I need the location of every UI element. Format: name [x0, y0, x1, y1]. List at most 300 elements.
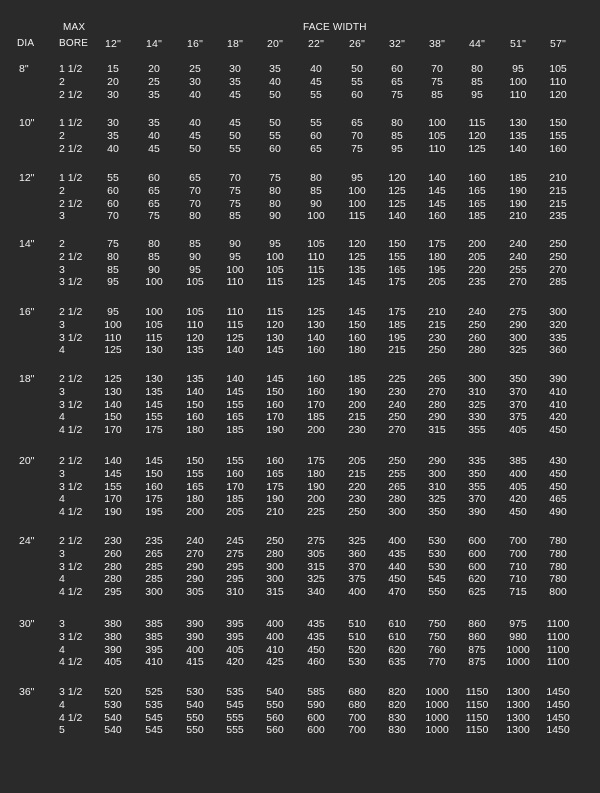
- bore-label: 4 1/2: [59, 506, 83, 519]
- table-cell: 780: [549, 535, 567, 547]
- table-cell: 1150: [465, 711, 489, 724]
- table-cell: 160: [468, 172, 486, 184]
- table-cell: 235: [468, 276, 486, 289]
- table-cell: 130: [307, 318, 325, 331]
- bore-label: 3: [59, 618, 65, 630]
- table-cell: 240: [186, 535, 204, 547]
- table-cell: 160: [549, 142, 567, 155]
- table-cell: 380: [104, 618, 122, 630]
- table-cell: 145: [348, 276, 366, 289]
- bore-label: 4: [59, 493, 65, 506]
- table-cell: 95: [107, 276, 119, 289]
- table-cell: 110: [226, 276, 244, 289]
- table-cell: 165: [266, 467, 284, 480]
- table-cell: 310: [226, 586, 244, 599]
- table-cell: 370: [348, 560, 366, 573]
- table-cell: 145: [428, 197, 446, 210]
- table-cell: 130: [145, 344, 163, 357]
- table-cell: 115: [348, 210, 366, 223]
- bore-label: 3: [59, 263, 65, 276]
- table-cell: 545: [145, 711, 163, 724]
- table-cell: 415: [186, 656, 204, 669]
- table-cell: 405: [104, 656, 122, 669]
- table-cell: 680: [348, 686, 366, 698]
- table-cell: 510: [348, 618, 366, 630]
- table-cell: 435: [388, 547, 406, 560]
- table-cell: 135: [145, 385, 163, 398]
- max-header: MAX: [63, 22, 86, 33]
- table-cell: 135: [186, 344, 204, 357]
- table-cell: 295: [226, 573, 244, 586]
- table-cell: 145: [145, 455, 163, 467]
- table-cell: 320: [549, 318, 567, 331]
- diameter-label: 24": [19, 535, 35, 547]
- bore-label: 3 1/2: [59, 331, 83, 344]
- table-cell: 290: [428, 455, 446, 467]
- table-cell: 275: [509, 306, 527, 318]
- table-cell: 780: [549, 573, 567, 586]
- face-width-column-header: 18": [226, 38, 243, 50]
- table-cell: 375: [348, 573, 366, 586]
- table-cell: 390: [549, 373, 567, 385]
- table-cell: 230: [348, 493, 366, 506]
- table-cell: 195: [428, 263, 446, 276]
- table-cell: 205: [428, 276, 446, 289]
- table-cell: 220: [348, 480, 366, 493]
- table-cell: 75: [269, 172, 281, 184]
- table-cell: 100: [226, 263, 244, 276]
- table-cell: 120: [388, 172, 406, 184]
- table-cell: 195: [388, 331, 406, 344]
- table-cell: 375: [509, 411, 527, 424]
- table-cell: 110: [509, 88, 527, 101]
- table-cell: 255: [388, 467, 406, 480]
- table-cell: 95: [269, 238, 281, 250]
- table-cell: 110: [307, 250, 325, 263]
- table-cell: 215: [549, 184, 567, 197]
- table-cell: 70: [189, 184, 201, 197]
- table-cell: 550: [186, 724, 204, 737]
- table-cell: 15: [107, 63, 119, 75]
- table-cell: 40: [107, 142, 119, 155]
- table-cell: 170: [104, 424, 122, 437]
- table-cell: 85: [471, 75, 483, 88]
- table-cell: 245: [226, 535, 244, 547]
- table-cell: 80: [269, 184, 281, 197]
- table-cell: 780: [549, 560, 567, 573]
- table-cell: 550: [428, 586, 446, 599]
- table-cell: 125: [104, 344, 122, 357]
- table-cell: 520: [104, 686, 122, 698]
- table-cell: 470: [388, 586, 406, 599]
- table-cell: 440: [388, 560, 406, 573]
- table-cell: 160: [266, 398, 284, 411]
- table-cell: 125: [388, 184, 406, 197]
- table-cell: 40: [189, 117, 201, 129]
- table-cell: 95: [189, 263, 201, 276]
- table-cell: 120: [549, 88, 567, 101]
- table-cell: 450: [549, 467, 567, 480]
- table-cell: 405: [509, 424, 527, 437]
- table-cell: 185: [307, 411, 325, 424]
- table-cell: 325: [468, 398, 486, 411]
- table-cell: 185: [348, 373, 366, 385]
- table-cell: 420: [509, 493, 527, 506]
- table-cell: 450: [549, 480, 567, 493]
- table-cell: 150: [348, 318, 366, 331]
- table-cell: 85: [189, 238, 201, 250]
- table-cell: 160: [307, 344, 325, 357]
- table-cell: 95: [107, 306, 119, 318]
- table-cell: 75: [229, 197, 241, 210]
- table-cell: 110: [549, 75, 567, 88]
- table-cell: 80: [269, 197, 281, 210]
- table-cell: 260: [104, 547, 122, 560]
- table-cell: 105: [266, 263, 284, 276]
- table-cell: 85: [107, 263, 119, 276]
- bore-label: 3 1/2: [59, 560, 83, 573]
- table-cell: 350: [428, 506, 446, 519]
- table-cell: 370: [509, 385, 527, 398]
- table-cell: 555: [226, 724, 244, 737]
- table-cell: 285: [145, 560, 163, 573]
- table-cell: 60: [107, 184, 119, 197]
- table-cell: 155: [388, 250, 406, 263]
- table-cell: 75: [431, 75, 443, 88]
- table-cell: 150: [186, 398, 204, 411]
- table-cell: 390: [104, 643, 122, 656]
- table-cell: 270: [186, 547, 204, 560]
- table-cell: 230: [104, 535, 122, 547]
- table-cell: 280: [388, 493, 406, 506]
- table-cell: 30: [189, 75, 201, 88]
- table-cell: 875: [468, 643, 486, 656]
- table-cell: 425: [266, 656, 284, 669]
- table-cell: 165: [226, 411, 244, 424]
- bore-label: 2 1/2: [59, 142, 83, 155]
- table-cell: 360: [348, 547, 366, 560]
- table-cell: 590: [307, 698, 325, 711]
- table-cell: 530: [428, 535, 446, 547]
- table-cell: 625: [468, 586, 486, 599]
- table-cell: 40: [148, 129, 160, 142]
- table-cell: 1450: [546, 686, 570, 698]
- table-cell: 25: [148, 75, 160, 88]
- bore-label: 3: [59, 318, 65, 331]
- table-cell: 290: [428, 411, 446, 424]
- diameter-label: 8": [19, 63, 29, 75]
- table-cell: 360: [549, 344, 567, 357]
- bore-label: 1 1/2: [59, 172, 83, 184]
- face-width-header: FACE WIDTH: [303, 22, 367, 33]
- table-cell: 830: [388, 724, 406, 737]
- table-cell: 140: [428, 172, 446, 184]
- table-cell: 315: [266, 586, 284, 599]
- table-cell: 535: [145, 698, 163, 711]
- table-cell: 160: [226, 467, 244, 480]
- table-cell: 770: [428, 656, 446, 669]
- table-cell: 240: [509, 250, 527, 263]
- table-cell: 600: [307, 711, 325, 724]
- table-cell: 105: [307, 238, 325, 250]
- table-cell: 100: [348, 197, 366, 210]
- table-cell: 750: [428, 618, 446, 630]
- table-cell: 140: [104, 398, 122, 411]
- table-cell: 250: [549, 238, 567, 250]
- table-cell: 130: [509, 117, 527, 129]
- table-cell: 115: [266, 276, 284, 289]
- table-cell: 285: [549, 276, 567, 289]
- table-cell: 150: [549, 117, 567, 129]
- table-cell: 140: [226, 344, 244, 357]
- table-cell: 135: [348, 263, 366, 276]
- table-cell: 180: [348, 344, 366, 357]
- table-cell: 235: [549, 210, 567, 223]
- table-cell: 240: [388, 398, 406, 411]
- table-cell: 410: [266, 643, 284, 656]
- table-cell: 700: [348, 711, 366, 724]
- table-cell: 585: [307, 686, 325, 698]
- table-cell: 255: [509, 263, 527, 276]
- table-cell: 100: [348, 184, 366, 197]
- table-cell: 340: [307, 586, 325, 599]
- diameter-label: 18": [19, 373, 35, 385]
- table-cell: 160: [145, 480, 163, 493]
- bore-label: 2 1/2: [59, 535, 83, 547]
- bore-label: 2: [59, 75, 65, 88]
- table-cell: 560: [266, 711, 284, 724]
- table-cell: 65: [148, 184, 160, 197]
- table-cell: 100: [104, 318, 122, 331]
- table-cell: 125: [468, 142, 486, 155]
- table-cell: 145: [266, 344, 284, 357]
- table-cell: 780: [549, 547, 567, 560]
- table-cell: 60: [310, 129, 322, 142]
- table-cell: 200: [307, 424, 325, 437]
- table-cell: 400: [348, 586, 366, 599]
- table-cell: 635: [388, 656, 406, 669]
- table-cell: 90: [310, 197, 322, 210]
- table-cell: 710: [509, 573, 527, 586]
- table-cell: 280: [266, 547, 284, 560]
- table-cell: 65: [310, 142, 322, 155]
- table-cell: 65: [189, 172, 201, 184]
- table-cell: 395: [145, 643, 163, 656]
- table-cell: 45: [229, 88, 241, 101]
- table-cell: 310: [468, 385, 486, 398]
- table-cell: 265: [388, 480, 406, 493]
- table-cell: 45: [189, 129, 201, 142]
- table-cell: 330: [468, 411, 486, 424]
- table-cell: 210: [509, 210, 527, 223]
- table-cell: 530: [428, 560, 446, 573]
- table-cell: 875: [468, 656, 486, 669]
- table-cell: 285: [145, 573, 163, 586]
- table-cell: 540: [186, 698, 204, 711]
- table-cell: 300: [428, 467, 446, 480]
- table-cell: 55: [310, 117, 322, 129]
- table-cell: 55: [310, 88, 322, 101]
- table-cell: 35: [269, 63, 281, 75]
- table-cell: 70: [351, 129, 363, 142]
- table-cell: 1150: [465, 724, 489, 737]
- diameter-label: 16": [19, 306, 35, 318]
- table-cell: 1000: [425, 698, 449, 711]
- table-cell: 530: [186, 686, 204, 698]
- table-cell: 540: [104, 724, 122, 737]
- table-cell: 190: [266, 424, 284, 437]
- table-cell: 620: [468, 573, 486, 586]
- table-cell: 210: [428, 306, 446, 318]
- table-cell: 75: [351, 142, 363, 155]
- table-cell: 125: [348, 250, 366, 263]
- table-cell: 205: [348, 455, 366, 467]
- table-cell: 70: [431, 63, 443, 75]
- table-cell: 90: [189, 250, 201, 263]
- table-cell: 65: [148, 197, 160, 210]
- face-width-column-header: 22": [307, 38, 324, 50]
- table-cell: 1150: [465, 686, 489, 698]
- table-cell: 240: [509, 238, 527, 250]
- face-width-column-header: 32": [388, 38, 405, 50]
- table-cell: 115: [307, 263, 325, 276]
- table-cell: 175: [388, 276, 406, 289]
- table-cell: 45: [229, 117, 241, 129]
- bore-label: 4 1/2: [59, 424, 83, 437]
- table-cell: 205: [226, 506, 244, 519]
- table-cell: 1000: [506, 643, 530, 656]
- table-cell: 110: [186, 318, 204, 331]
- table-cell: 215: [428, 318, 446, 331]
- bore-label: 4: [59, 411, 65, 424]
- table-cell: 145: [104, 467, 122, 480]
- table-cell: 1000: [506, 656, 530, 669]
- diameter-label: 14": [19, 238, 35, 250]
- bore-label: 3: [59, 385, 65, 398]
- face-width-column-header: 57": [549, 38, 566, 50]
- face-width-column-header: 38": [428, 38, 445, 50]
- face-width-column-header: 44": [468, 38, 485, 50]
- table-cell: 975: [509, 618, 527, 630]
- table-cell: 465: [549, 493, 567, 506]
- table-cell: 210: [549, 172, 567, 184]
- table-cell: 1100: [546, 618, 570, 630]
- table-cell: 140: [104, 455, 122, 467]
- table-cell: 300: [145, 586, 163, 599]
- table-cell: 80: [471, 63, 483, 75]
- bore-label: 1 1/2: [59, 117, 83, 129]
- table-cell: 160: [307, 373, 325, 385]
- table-cell: 420: [226, 656, 244, 669]
- table-cell: 35: [148, 117, 160, 129]
- table-cell: 400: [509, 467, 527, 480]
- table-cell: 85: [229, 210, 241, 223]
- table-cell: 110: [104, 331, 122, 344]
- table-cell: 400: [266, 618, 284, 630]
- bore-label: 4 1/2: [59, 711, 83, 724]
- table-cell: 160: [266, 455, 284, 467]
- table-cell: 400: [388, 535, 406, 547]
- table-cell: 300: [549, 306, 567, 318]
- table-cell: 55: [351, 75, 363, 88]
- table-cell: 105: [145, 318, 163, 331]
- table-cell: 45: [310, 75, 322, 88]
- table-cell: 230: [428, 331, 446, 344]
- table-cell: 225: [307, 506, 325, 519]
- table-cell: 305: [186, 586, 204, 599]
- table-cell: 75: [391, 88, 403, 101]
- table-cell: 80: [148, 238, 160, 250]
- table-cell: 120: [468, 129, 486, 142]
- table-cell: 680: [348, 698, 366, 711]
- table-cell: 20: [107, 75, 119, 88]
- table-cell: 55: [269, 129, 281, 142]
- table-cell: 145: [226, 385, 244, 398]
- bore-label: 3 1/2: [59, 480, 83, 493]
- table-cell: 350: [468, 467, 486, 480]
- table-cell: 1300: [506, 698, 530, 711]
- table-cell: 80: [107, 250, 119, 263]
- face-width-column-header: 14": [145, 38, 162, 50]
- table-cell: 275: [226, 547, 244, 560]
- table-cell: 450: [549, 424, 567, 437]
- table-cell: 90: [269, 210, 281, 223]
- table-cell: 160: [186, 411, 204, 424]
- table-cell: 75: [229, 184, 241, 197]
- table-cell: 1100: [546, 656, 570, 669]
- table-cell: 200: [186, 506, 204, 519]
- table-cell: 135: [509, 129, 527, 142]
- table-cell: 70: [229, 172, 241, 184]
- table-cell: 175: [266, 480, 284, 493]
- table-cell: 80: [189, 210, 201, 223]
- diameter-label: 10": [19, 117, 35, 129]
- bore-label: 3 1/2: [59, 630, 83, 643]
- table-cell: 335: [549, 331, 567, 344]
- table-cell: 395: [226, 630, 244, 643]
- table-cell: 200: [468, 238, 486, 250]
- table-cell: 205: [468, 250, 486, 263]
- table-cell: 155: [145, 411, 163, 424]
- face-width-column-header: 12": [104, 38, 121, 50]
- table-cell: 100: [145, 306, 163, 318]
- table-cell: 230: [348, 424, 366, 437]
- table-cell: 390: [186, 618, 204, 630]
- table-cell: 175: [307, 455, 325, 467]
- bore-label: 1 1/2: [59, 63, 83, 75]
- table-cell: 120: [266, 318, 284, 331]
- table-cell: 140: [388, 210, 406, 223]
- bore-label: 3: [59, 467, 65, 480]
- table-cell: 315: [428, 424, 446, 437]
- table-cell: 60: [391, 63, 403, 75]
- table-cell: 535: [226, 686, 244, 698]
- table-cell: 250: [348, 506, 366, 519]
- table-cell: 100: [307, 210, 325, 223]
- table-cell: 760: [428, 643, 446, 656]
- bore-label: 2 1/2: [59, 455, 83, 467]
- table-cell: 30: [107, 88, 119, 101]
- table-cell: 190: [266, 493, 284, 506]
- table-cell: 35: [229, 75, 241, 88]
- table-cell: 185: [226, 424, 244, 437]
- table-cell: 60: [351, 88, 363, 101]
- table-cell: 270: [509, 276, 527, 289]
- table-cell: 450: [509, 506, 527, 519]
- table-cell: 60: [107, 197, 119, 210]
- face-width-column-header: 26": [348, 38, 365, 50]
- table-cell: 30: [107, 117, 119, 129]
